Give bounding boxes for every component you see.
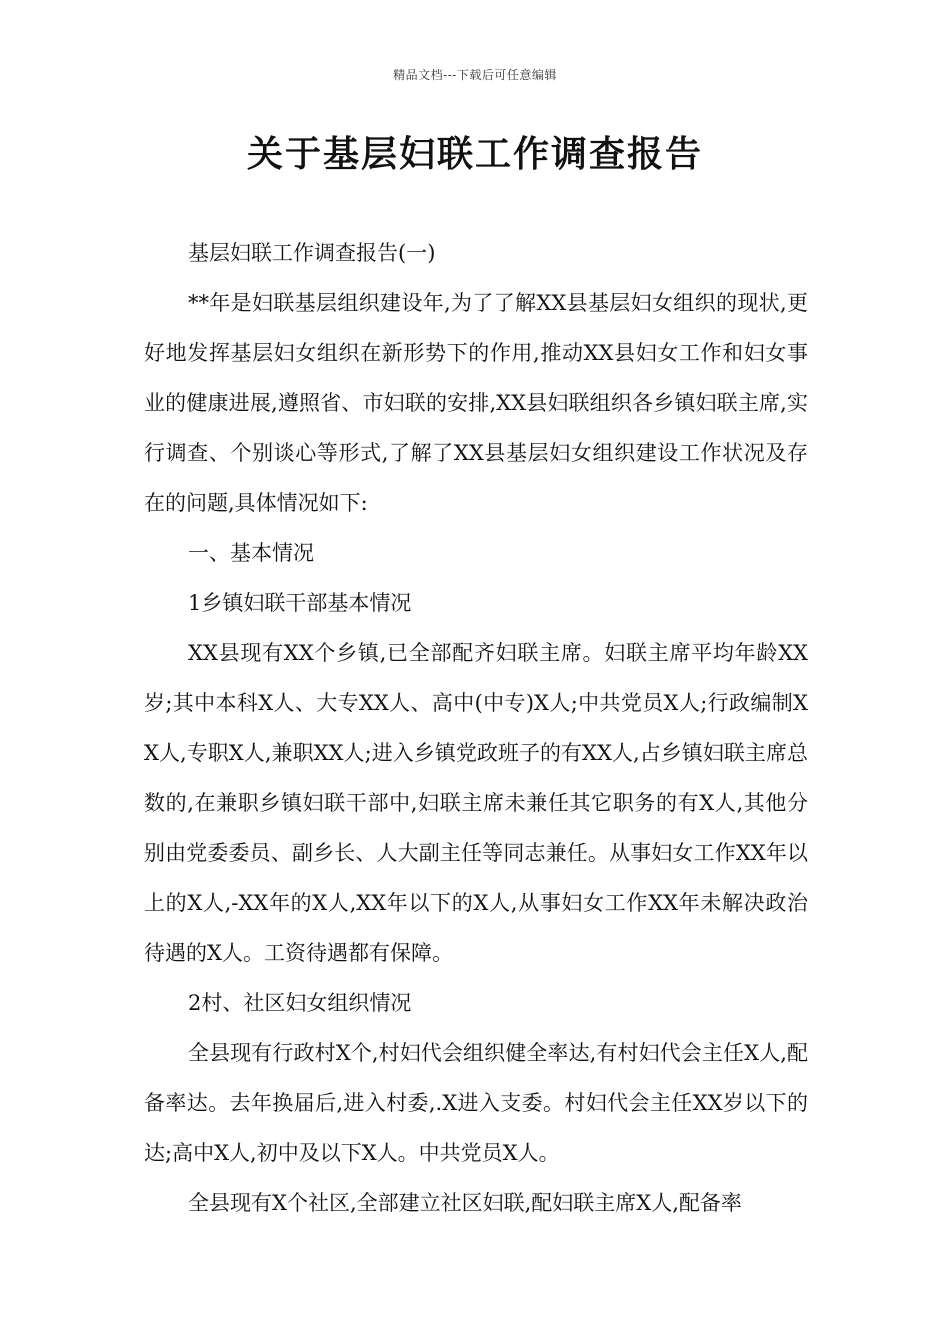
document-title: 关于基层妇联工作调查报告 [246, 134, 703, 175]
report-subtitle-paragraph: 基层妇联工作调查报告(一) [188, 241, 436, 265]
subsection-heading-township-cadres: 1乡镇妇联干部基本情况 [188, 591, 412, 615]
village-paragraph: 全县现有行政村X个,村妇代会组织健全率达,有村妇代会主任X人,配备率达。去年换届后,进入村委,.X进入支委。村妇代会主任XX岁以下的达;高中X人,初中及以下X人。中共党员X人。 [144, 1041, 808, 1165]
header-note: 精品文档---下载后可任意编辑 [393, 68, 557, 82]
document-body [144, 228, 808, 1228]
township-cadres-paragraph: XX县现有XX个乡镇,已全部配齐妇联主席。妇联主席平均年龄XX岁;其中本科X人、大专XX人、高中(中专)X人;中共党员X人;行政编制XX人,专职X人,兼职XX人;进入乡镇党政班子的有XX人,占乡镇妇联主席总数的,在兼职乡镇妇联干部中,妇联主席未兼任其它职务的有X人,其他分别由党委委员、副乡长、人大副主任等同志兼任。从事妇女工作XX年以上的X人,-XX年的X人,XX年以下的X人,从事妇女工作XX年未解决政治待遇的X人。工资待遇都有保障。 [144, 641, 808, 965]
subsection-heading-village-community: 2村、社区妇女组织情况 [188, 991, 412, 1015]
intro-paragraph: **年是妇联基层组织建设年,为了了解XX县基层妇女组织的现状,更好地发挥基层妇女组织在新形势下的作用,推动XX县妇女工作和妇女事业的健康进展,遵照省、市妇联的安排,XX县妇联组织各乡镇妇联主席,实行调查、个别谈心等形式,了解了XX县基层妇女组织建设工作状况及存在的问题,具体情况如下: [144, 291, 808, 515]
community-paragraph: 全县现有X个社区,全部建立社区妇联,配妇联主席X人,配备率 [188, 1191, 742, 1215]
section-heading-basic-situation: 一、基本情况 [188, 541, 314, 565]
